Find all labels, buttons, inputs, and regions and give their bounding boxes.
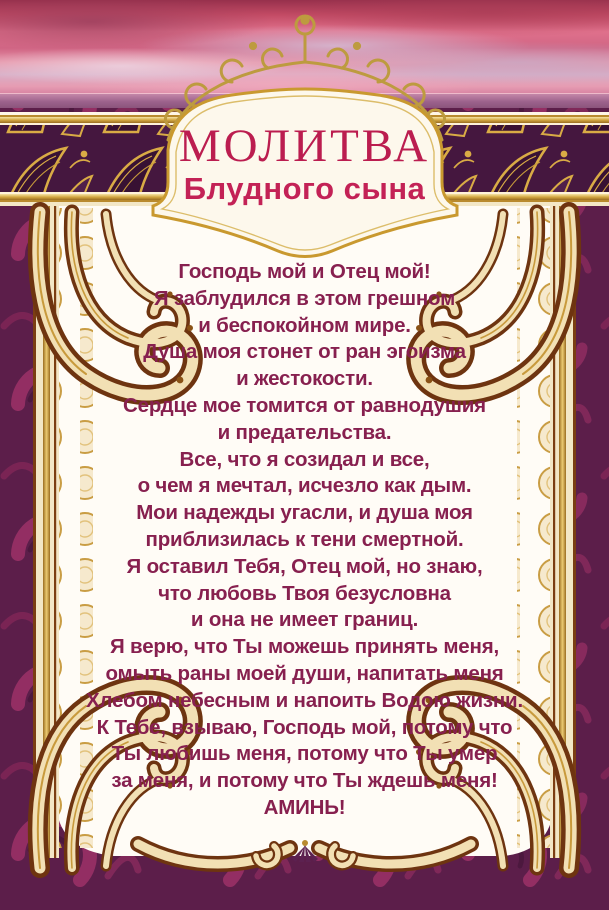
prayer-line: и предательства. [217, 420, 392, 444]
prayer-text [70, 259, 539, 822]
prayer-line: Я оставил Тебя, Отец мой, но знаю, [126, 554, 483, 578]
prayer-line: Сердце мое томится от равнодушия [123, 393, 486, 417]
prayer-line: омыть раны моей души, напитать меня [105, 661, 504, 685]
prayer-line: АМИНЬ! [263, 795, 346, 819]
prayer-line: и она не имеет границ. [190, 608, 419, 632]
prayer-line: Господь мой и Отец мой! [178, 260, 431, 283]
prayer-line: и беспокойном мире. [198, 313, 411, 337]
prayer-line: приблизилась к тени смертной. [145, 527, 464, 551]
prayer-line: Все, что я созидал и все, [179, 447, 430, 471]
prayer-line: К Тебе, взываю, Господь мой, потому что [96, 715, 513, 739]
prayer-line: Ты любишь меня, потому что Ты умер [111, 742, 498, 766]
prayer-line: Хлебом небесным и напоить Водою жизни. [86, 688, 523, 712]
prayer-line: о чем я мечтал, исчезло как дым. [137, 474, 472, 498]
prayer-line: Я заблудился в этом грешном [153, 286, 456, 310]
prayer-line: и жестокости. [236, 367, 373, 391]
prayer-line: за меня, и потому что Ты ждешь меня! [111, 769, 498, 793]
prayer-line: что любовь Твоя безусловна [158, 581, 451, 605]
prayer-line: Душа моя стонет от ран эгоизма [143, 340, 466, 364]
card-subtitle: Блудного сына [183, 171, 426, 206]
card-title: МОЛИТВА [178, 120, 431, 172]
prayer-line: Мои надежды угасли, и душа моя [136, 501, 473, 525]
prayer-line: Я верю, что Ты можешь принять меня, [110, 635, 499, 659]
